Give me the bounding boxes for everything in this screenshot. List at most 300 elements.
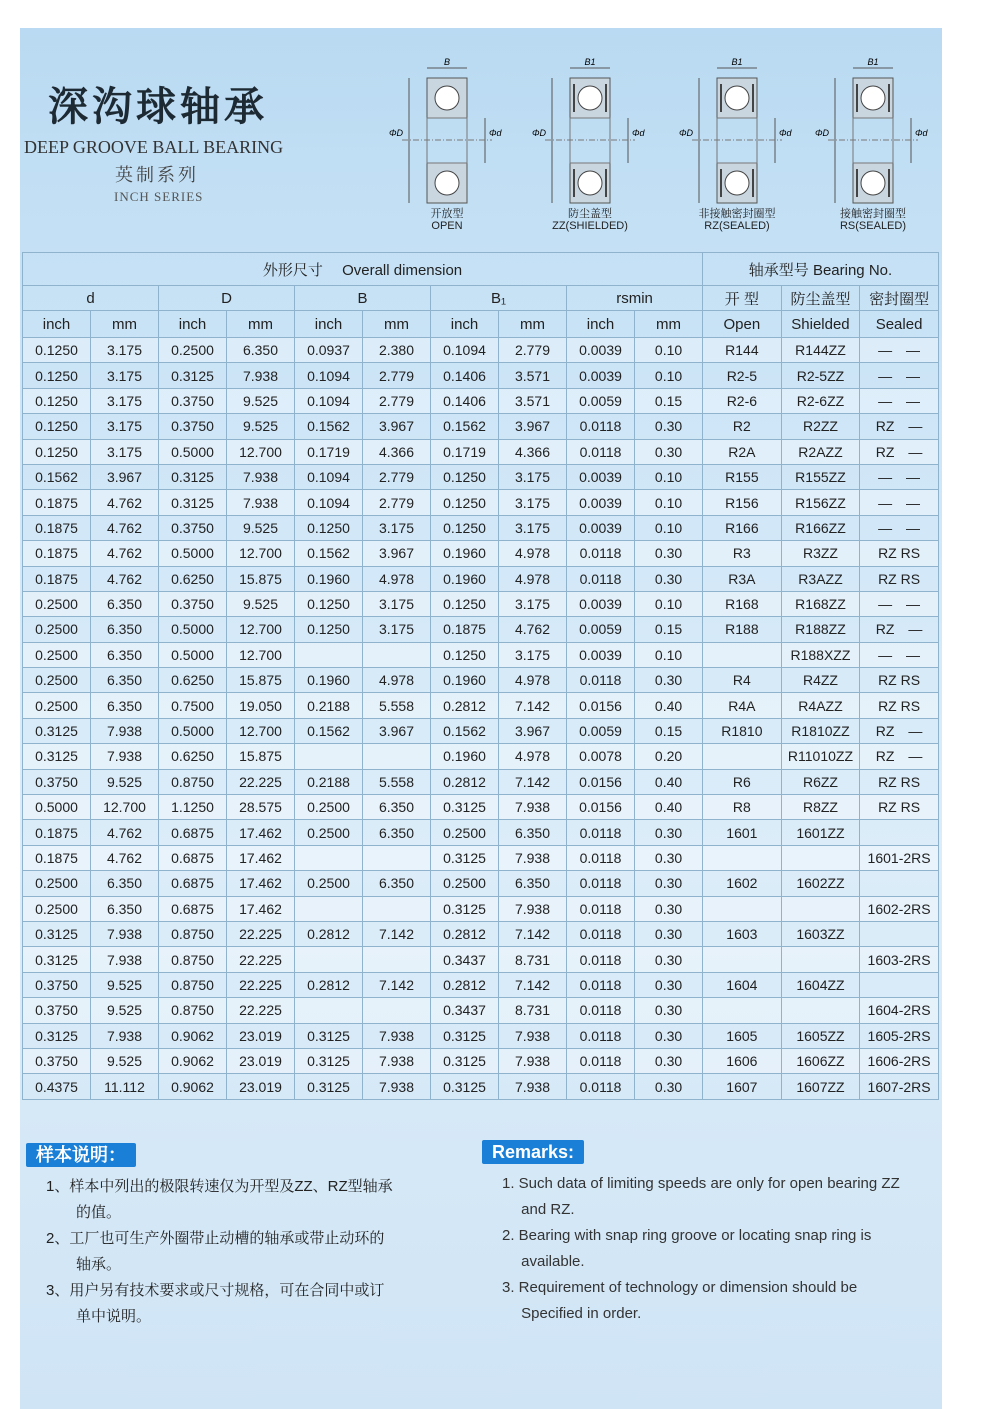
table-cell: 0.1875 <box>23 845 91 870</box>
unit-inch: inch <box>567 311 635 338</box>
table-cell: 0.1094 <box>295 464 363 489</box>
table-cell: 0.1875 <box>23 490 91 515</box>
table-cell: R188ZZ <box>781 617 860 642</box>
unit-mm: mm <box>635 311 703 338</box>
table-cell: RZ RS <box>860 668 939 693</box>
note-line: Specified in order. <box>502 1305 642 1322</box>
table-cell: 9.525 <box>91 998 159 1023</box>
diagram-caption-cn: 非接触密封圈型 <box>698 208 776 220</box>
table-cell: 3.967 <box>363 718 431 743</box>
table-cell: 0.1562 <box>295 718 363 743</box>
table-cell: 9.525 <box>91 972 159 997</box>
bearing-table <box>22 252 939 1100</box>
table-cell: RZ — <box>860 744 939 769</box>
table-row <box>23 820 939 845</box>
table-cell: R156 <box>703 490 782 515</box>
table-cell: 1603ZZ <box>781 921 860 946</box>
bearing-cross-section-icon <box>813 58 933 208</box>
table-cell <box>363 947 431 972</box>
table-cell: 1604 <box>703 972 782 997</box>
table-cell <box>703 998 782 1023</box>
table-cell: 12.700 <box>227 718 295 743</box>
table-row <box>23 338 939 363</box>
table-cell: 0.0059 <box>567 388 635 413</box>
table-cell: 7.938 <box>363 1023 431 1048</box>
table-cell: 0.0156 <box>567 693 635 718</box>
table-cell: 0.30 <box>635 1048 703 1073</box>
table-row <box>23 896 939 921</box>
table-cell: 0.2500 <box>23 871 91 896</box>
note-line: 2. Bearing with snap ring groove or locating snap ring is <box>502 1227 872 1244</box>
table-cell: R2-5 <box>703 363 782 388</box>
table-cell: 0.2500 <box>23 617 91 642</box>
bearing-diagram-zzshielded <box>525 58 655 238</box>
table-cell: 17.462 <box>227 845 295 870</box>
table-cell: 0.3125 <box>431 845 499 870</box>
table-cell: 0.5000 <box>159 439 227 464</box>
notes-cn-title: 样本说明： <box>26 1143 136 1167</box>
table-cell: R2-5ZZ <box>781 363 860 388</box>
table-cell: 3.175 <box>499 591 567 616</box>
svg-text:B1: B1 <box>584 58 596 67</box>
table-cell: 2.779 <box>499 338 567 363</box>
table-cell: 0.6875 <box>159 820 227 845</box>
table-cell: 0.3750 <box>159 591 227 616</box>
table-cell: 9.525 <box>227 414 295 439</box>
table-row <box>23 414 939 439</box>
table-row <box>23 921 939 946</box>
table-cell: 1606ZZ <box>781 1048 860 1073</box>
note-line: 3. Requirement of technology or dimension should be <box>502 1279 858 1296</box>
table-cell: 0.30 <box>635 871 703 896</box>
table-cell: — — <box>860 464 939 489</box>
table-cell: 0.3750 <box>23 1048 91 1073</box>
bearing-cross-section-icon <box>530 58 650 208</box>
table-cell: 0.3750 <box>159 414 227 439</box>
table-cell: 0.2500 <box>23 693 91 718</box>
table-cell: 3.967 <box>363 414 431 439</box>
table-cell: 3.967 <box>91 464 159 489</box>
bearing-diagram-open <box>382 58 512 238</box>
table-cell: 7.938 <box>499 1023 567 1048</box>
table-cell: 1601 <box>703 820 782 845</box>
table-row <box>23 617 939 642</box>
table-cell: R155ZZ <box>781 464 860 489</box>
table-row <box>23 490 939 515</box>
table-cell: 0.1875 <box>23 820 91 845</box>
table-cell: 0.6875 <box>159 896 227 921</box>
note-line: 单中说明。 <box>46 1308 152 1325</box>
table-row <box>23 693 939 718</box>
table-cell: 4.762 <box>91 820 159 845</box>
table-cell: R8ZZ <box>781 795 860 820</box>
table-cell: 7.142 <box>499 693 567 718</box>
notes-cn <box>26 1143 466 1330</box>
type-header-cn: 开 型 <box>703 286 782 311</box>
table-cell: 22.225 <box>227 921 295 946</box>
table-cell: 0.3125 <box>23 718 91 743</box>
table-cell <box>781 896 860 921</box>
table-cell <box>295 947 363 972</box>
table-cell: 0.0118 <box>567 998 635 1023</box>
table-cell: 15.875 <box>227 668 295 693</box>
table-cell <box>363 896 431 921</box>
table-cell <box>703 744 782 769</box>
table-cell: 0.0039 <box>567 515 635 540</box>
svg-text:B1: B1 <box>731 58 743 67</box>
table-cell: 3.175 <box>363 591 431 616</box>
note-line: available. <box>502 1253 585 1270</box>
table-cell: 0.0039 <box>567 642 635 667</box>
table-cell: 0.30 <box>635 1074 703 1099</box>
table-cell: 0.3125 <box>431 1074 499 1099</box>
table-cell: 0.9062 <box>159 1048 227 1073</box>
table-cell: 6.350 <box>91 668 159 693</box>
table-cell: 3.571 <box>499 388 567 413</box>
table-cell: 7.142 <box>499 769 567 794</box>
table-cell: 2.779 <box>363 363 431 388</box>
table-cell: 0.8750 <box>159 972 227 997</box>
table-cell: 3.175 <box>363 515 431 540</box>
diagram-caption-en: OPEN <box>431 220 463 232</box>
table-cell: 23.019 <box>227 1074 295 1099</box>
table-cell: 0.1719 <box>295 439 363 464</box>
table-cell: 0.3125 <box>431 795 499 820</box>
note-line: and RZ. <box>502 1201 575 1218</box>
table-cell: R144 <box>703 338 782 363</box>
table-cell: 0.1250 <box>431 642 499 667</box>
table-cell: 0.30 <box>635 845 703 870</box>
table-cell: 1606 <box>703 1048 782 1073</box>
svg-text:Φd: Φd <box>632 128 645 138</box>
table-cell <box>363 998 431 1023</box>
table-cell: 4.762 <box>91 566 159 591</box>
table-cell: RZ RS <box>860 693 939 718</box>
table-cell: 4.366 <box>499 439 567 464</box>
table-cell: RZ RS <box>860 566 939 591</box>
table-row <box>23 845 939 870</box>
table-row <box>23 439 939 464</box>
table-cell <box>860 972 939 997</box>
table-row <box>23 388 939 413</box>
table-cell <box>295 998 363 1023</box>
table-cell: — — <box>860 363 939 388</box>
table-cell: 6.350 <box>363 795 431 820</box>
table-cell: 0.10 <box>635 515 703 540</box>
note-line: 2、工厂也可生产外圈带止动槽的轴承或带止动环的 <box>46 1230 385 1247</box>
bearing-diagram-rssealed <box>808 58 938 238</box>
table-cell: 0.2188 <box>295 693 363 718</box>
table-cell: R1810ZZ <box>781 718 860 743</box>
type-header-en: Sealed <box>860 311 939 338</box>
table-cell: 0.9062 <box>159 1074 227 1099</box>
table-row <box>23 591 939 616</box>
unit-inch: inch <box>159 311 227 338</box>
table-cell: RZ — <box>860 414 939 439</box>
table-cell <box>781 998 860 1023</box>
table-cell: 19.050 <box>227 693 295 718</box>
svg-text:ΦD: ΦD <box>532 128 547 138</box>
table-cell: 0.0937 <box>295 338 363 363</box>
table-cell: 0.1960 <box>431 668 499 693</box>
table-cell: — — <box>860 515 939 540</box>
table-cell: 0.5000 <box>159 642 227 667</box>
unit-mm: mm <box>227 311 295 338</box>
table-cell: 0.0118 <box>567 921 635 946</box>
table-cell: R1810 <box>703 718 782 743</box>
table-cell: 4.978 <box>499 541 567 566</box>
table-cell: 0.1250 <box>23 363 91 388</box>
svg-text:ΦD: ΦD <box>389 128 404 138</box>
table-row <box>23 1023 939 1048</box>
table-cell: 11.112 <box>91 1074 159 1099</box>
table-cell: 0.3750 <box>23 769 91 794</box>
table-cell: 0.1250 <box>295 591 363 616</box>
notes-en <box>482 1140 937 1327</box>
table-cell: 0.1406 <box>431 363 499 388</box>
table-cell <box>703 845 782 870</box>
table-cell: 0.1960 <box>295 566 363 591</box>
table-cell: 0.8750 <box>159 769 227 794</box>
table-cell: 0.3750 <box>159 388 227 413</box>
table-cell: — — <box>860 642 939 667</box>
table-cell: 0.2500 <box>295 871 363 896</box>
table-cell: 0.0039 <box>567 490 635 515</box>
table-cell: 0.2500 <box>23 642 91 667</box>
table-cell: 7.938 <box>499 845 567 870</box>
table-cell: 0.6250 <box>159 744 227 769</box>
table-cell: 0.3125 <box>159 490 227 515</box>
table-cell: 12.700 <box>227 541 295 566</box>
table-cell: 0.30 <box>635 820 703 845</box>
table-cell: 22.225 <box>227 947 295 972</box>
table-cell: 0.20 <box>635 744 703 769</box>
table-row <box>23 769 939 794</box>
table-row <box>23 998 939 1023</box>
svg-text:Φd: Φd <box>489 128 502 138</box>
unit-mm: mm <box>499 311 567 338</box>
table-cell: 0.0118 <box>567 439 635 464</box>
table-cell: 0.6250 <box>159 566 227 591</box>
table-cell: 6.350 <box>91 896 159 921</box>
note-line: 1. Such data of limiting speeds are only for open bearing ZZ <box>502 1175 900 1192</box>
table-cell: 1602ZZ <box>781 871 860 896</box>
table-cell: 1607ZZ <box>781 1074 860 1099</box>
table-cell: 0.2812 <box>295 972 363 997</box>
table-cell: 2.779 <box>363 490 431 515</box>
table-cell: 0.1094 <box>295 363 363 388</box>
table-cell: 0.2500 <box>23 896 91 921</box>
table-cell: 3.967 <box>499 718 567 743</box>
table-cell: RZ — <box>860 439 939 464</box>
table-cell: 0.1562 <box>431 718 499 743</box>
table-cell: R6ZZ <box>781 769 860 794</box>
table-cell: RZ — <box>860 718 939 743</box>
table-row <box>23 972 939 997</box>
table-cell: R166ZZ <box>781 515 860 540</box>
table-cell: 4.366 <box>363 439 431 464</box>
table-cell: 0.0118 <box>567 871 635 896</box>
table-cell: 6.350 <box>91 591 159 616</box>
unit-mm: mm <box>91 311 159 338</box>
table-row <box>23 363 939 388</box>
table-cell <box>860 871 939 896</box>
table-cell: R155 <box>703 464 782 489</box>
table-cell: 1604-2RS <box>860 998 939 1023</box>
table-cell: 1607-2RS <box>860 1074 939 1099</box>
table-cell: 7.938 <box>499 1074 567 1099</box>
column-group-1: D <box>159 286 295 311</box>
table-cell: 22.225 <box>227 769 295 794</box>
table-cell: 0.1250 <box>23 338 91 363</box>
table-cell: 0.1960 <box>431 744 499 769</box>
table-cell: R156ZZ <box>781 490 860 515</box>
type-header-cn: 密封圈型 <box>860 286 939 311</box>
table-cell: 15.875 <box>227 744 295 769</box>
table-cell: 0.0118 <box>567 896 635 921</box>
table-cell: 3.175 <box>499 642 567 667</box>
table-cell: 0.3125 <box>431 1048 499 1073</box>
diagram-caption-cn: 接触密封圈型 <box>840 208 906 220</box>
table-cell: 0.2500 <box>23 591 91 616</box>
table-row <box>23 744 939 769</box>
table-cell: 3.175 <box>499 490 567 515</box>
table-cell: 0.1562 <box>23 464 91 489</box>
table-cell: 0.1875 <box>431 617 499 642</box>
table-cell: 7.938 <box>363 1074 431 1099</box>
table-cell: 0.10 <box>635 363 703 388</box>
table-cell: 7.142 <box>499 921 567 946</box>
table-cell: 0.0118 <box>567 566 635 591</box>
table-cell: 7.938 <box>227 464 295 489</box>
table-cell: 17.462 <box>227 820 295 845</box>
table-cell: 0.1250 <box>23 439 91 464</box>
table-cell: 7.142 <box>499 972 567 997</box>
table-row <box>23 1074 939 1099</box>
table-cell: 0.10 <box>635 490 703 515</box>
table-cell: 0.3125 <box>295 1048 363 1073</box>
table-cell: 0.30 <box>635 566 703 591</box>
table-cell: 0.0059 <box>567 617 635 642</box>
table-cell: R4ZZ <box>781 668 860 693</box>
table-cell: R3 <box>703 541 782 566</box>
table-cell: 0.1960 <box>431 566 499 591</box>
bearing-cross-section-icon <box>387 58 507 208</box>
table-row <box>23 515 939 540</box>
table-row <box>23 642 939 667</box>
table-cell: 0.2812 <box>431 693 499 718</box>
table-cell: 0.1406 <box>431 388 499 413</box>
table-cell: 6.350 <box>91 693 159 718</box>
table-cell: 0.1875 <box>23 566 91 591</box>
table-cell <box>781 947 860 972</box>
table-cell: 0.30 <box>635 921 703 946</box>
table-cell <box>295 642 363 667</box>
table-cell: R144ZZ <box>781 338 860 363</box>
table-cell <box>295 896 363 921</box>
table-cell <box>363 845 431 870</box>
table-cell: 6.350 <box>91 642 159 667</box>
table-cell: R4A <box>703 693 782 718</box>
table-cell: 6.350 <box>91 617 159 642</box>
table-cell: 0.3125 <box>23 947 91 972</box>
page-title-cn: 深沟球轴承 <box>48 84 268 130</box>
table-cell: 7.938 <box>227 363 295 388</box>
unit-inch: inch <box>23 311 91 338</box>
table-cell: 1602 <box>703 871 782 896</box>
table-cell: 4.762 <box>91 541 159 566</box>
diagram-caption-cn: 防尘盖型 <box>568 208 612 220</box>
table-cell: 0.0118 <box>567 1023 635 1048</box>
table-cell: 0.0039 <box>567 338 635 363</box>
table-cell: RZ RS <box>860 769 939 794</box>
table-cell <box>363 744 431 769</box>
table-cell: 12.700 <box>91 795 159 820</box>
table-cell: 7.938 <box>91 744 159 769</box>
table-cell <box>295 845 363 870</box>
table-cell: 17.462 <box>227 896 295 921</box>
table-cell: 0.1250 <box>431 464 499 489</box>
table-cell: 12.700 <box>227 642 295 667</box>
table-cell <box>703 947 782 972</box>
table-cell: R3AZZ <box>781 566 860 591</box>
table-row <box>23 464 939 489</box>
table-cell: 4.762 <box>91 515 159 540</box>
table-cell: 0.2500 <box>159 338 227 363</box>
table-cell: 0.0118 <box>567 668 635 693</box>
table-cell: 7.142 <box>363 921 431 946</box>
table-cell: — — <box>860 490 939 515</box>
series-label-cn: 英制系列 <box>115 165 199 186</box>
table-cell: 0.6250 <box>159 668 227 693</box>
diagram-caption-cn: 开放型 <box>430 208 464 220</box>
table-cell: 6.350 <box>499 820 567 845</box>
table-cell: 23.019 <box>227 1048 295 1073</box>
table-cell: 3.175 <box>91 388 159 413</box>
table-cell: 0.3437 <box>431 947 499 972</box>
table-cell <box>363 642 431 667</box>
table-cell: 1605ZZ <box>781 1023 860 1048</box>
table-cell: 2.779 <box>363 388 431 413</box>
table-cell: R2AZZ <box>781 439 860 464</box>
table-cell: 22.225 <box>227 972 295 997</box>
table-row <box>23 566 939 591</box>
table-cell: 0.10 <box>635 338 703 363</box>
page-title-en: DEEP GROOVE BALL BEARING <box>24 137 284 157</box>
table-cell: 0.0118 <box>567 947 635 972</box>
table-cell: 0.5000 <box>159 541 227 566</box>
table-cell: 0.1960 <box>431 541 499 566</box>
table-cell: 0.40 <box>635 769 703 794</box>
table-cell: 17.462 <box>227 871 295 896</box>
unit-inch: inch <box>431 311 499 338</box>
table-cell: 0.3125 <box>23 921 91 946</box>
table-cell: 1601-2RS <box>860 845 939 870</box>
table-cell: R2-6ZZ <box>781 388 860 413</box>
table-cell <box>703 896 782 921</box>
table-cell: 0.15 <box>635 388 703 413</box>
table-cell: 7.142 <box>363 972 431 997</box>
table-cell: R166 <box>703 515 782 540</box>
svg-text:Φd: Φd <box>915 128 928 138</box>
table-cell: 3.175 <box>91 338 159 363</box>
table-cell: 0.3750 <box>23 972 91 997</box>
table-cell: 0.4375 <box>23 1074 91 1099</box>
table-row <box>23 947 939 972</box>
table-cell: 0.2812 <box>431 972 499 997</box>
table-cell: 0.6875 <box>159 871 227 896</box>
table-cell: 0.6875 <box>159 845 227 870</box>
